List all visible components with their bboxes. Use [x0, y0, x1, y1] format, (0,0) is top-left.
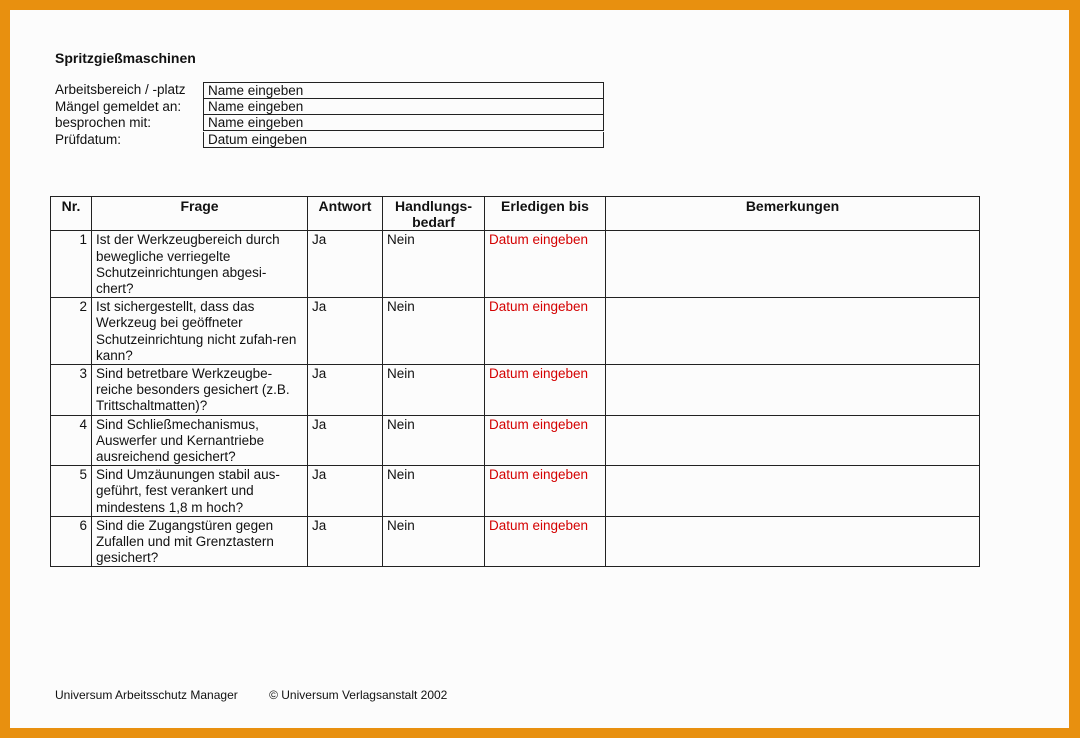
- bemerkungen-cell[interactable]: [606, 466, 980, 517]
- erledigen-bis-cell[interactable]: Datum eingeben: [485, 466, 606, 517]
- arbeitsbereich-field[interactable]: Name eingeben: [203, 82, 604, 99]
- erledigen-bis-cell[interactable]: Datum eingeben: [485, 516, 606, 567]
- table-header-row: [51, 197, 980, 231]
- meta-label: besprochen mit:: [55, 115, 152, 130]
- pruefdatum-field[interactable]: Datum eingeben: [203, 132, 604, 148]
- header-bemerkungen: Bemerkungen: [606, 197, 980, 231]
- header-nr: Nr.: [51, 197, 92, 231]
- row-frage: Sind die Zugangstüren gegen Zufallen und mit Grenztastern gesichert?: [92, 516, 308, 567]
- row-nr: 5: [51, 466, 92, 517]
- bemerkungen-cell[interactable]: [606, 365, 980, 416]
- meta-label: Prüfdatum:: [55, 131, 122, 147]
- antwort-cell[interactable]: Ja: [308, 415, 383, 466]
- footer-copyright: © Universum Verlagsanstalt 2002: [269, 688, 448, 702]
- table-row: [51, 231, 980, 298]
- row-nr: 4: [51, 415, 92, 466]
- footer-product: Universum Arbeitsschutz Manager: [55, 688, 238, 702]
- document-title: Spritzgießmaschinen: [55, 50, 196, 66]
- row-frage: Sind Umzäunungen stabil aus-geführt, fest verankert und mindestens 1,8 m hoch?: [92, 466, 308, 517]
- antwort-cell[interactable]: Ja: [308, 231, 383, 298]
- bemerkungen-cell[interactable]: [606, 298, 980, 365]
- table-row: [51, 466, 980, 517]
- handlungsbedarf-cell[interactable]: Nein: [383, 231, 485, 298]
- meta-fields: [55, 82, 604, 148]
- table-row: [51, 365, 980, 416]
- antwort-cell[interactable]: Ja: [308, 466, 383, 517]
- meta-label: Arbeitsbereich / -platz: [55, 82, 186, 97]
- meta-row-pruefdatum: [55, 132, 604, 149]
- checklist-table: [50, 196, 980, 567]
- maengel-gemeldet-field[interactable]: Name eingeben: [203, 99, 604, 115]
- header-frage: Frage: [92, 197, 308, 231]
- erledigen-bis-cell[interactable]: Datum eingeben: [485, 365, 606, 416]
- handlungsbedarf-cell[interactable]: Nein: [383, 415, 485, 466]
- erledigen-bis-cell[interactable]: Datum eingeben: [485, 298, 606, 365]
- meta-label: Mängel gemeldet an:: [55, 98, 182, 114]
- header-erledigen-bis: Erledigen bis: [485, 197, 606, 231]
- row-frage: Sind Schließmechanismus, Auswerfer und Kernantriebe ausreichend gesichert?: [92, 415, 308, 466]
- row-frage: Ist sichergestellt, dass das Werkzeug bei geöffneter Schutzeinrichtung nicht zufah-ren kann?: [92, 298, 308, 365]
- meta-row-maengel: [55, 99, 604, 116]
- bemerkungen-cell[interactable]: [606, 516, 980, 567]
- bemerkungen-cell[interactable]: [606, 415, 980, 466]
- table-row: [51, 298, 980, 365]
- erledigen-bis-cell[interactable]: Datum eingeben: [485, 415, 606, 466]
- row-nr: 6: [51, 516, 92, 567]
- row-nr: 3: [51, 365, 92, 416]
- handlungsbedarf-cell[interactable]: Nein: [383, 298, 485, 365]
- handlungsbedarf-cell[interactable]: Nein: [383, 516, 485, 567]
- row-frage: Ist der Werkzeugbereich durch bewegliche verriegelte Schutzeinrichtungen abgesi-chert?: [92, 231, 308, 298]
- header-handlungsbedarf: Handlungs- bedarf: [383, 197, 485, 231]
- document-page: [10, 10, 1069, 728]
- antwort-cell[interactable]: Ja: [308, 365, 383, 416]
- row-nr: 2: [51, 298, 92, 365]
- table-row: [51, 415, 980, 466]
- row-frage: Sind betretbare Werkzeugbe-reiche besonders gesichert (z.B. Trittschaltmatten)?: [92, 365, 308, 416]
- handlungsbedarf-cell[interactable]: Nein: [383, 365, 485, 416]
- handlungsbedarf-cell[interactable]: Nein: [383, 466, 485, 517]
- page-footer: [55, 688, 475, 702]
- row-nr: 1: [51, 231, 92, 298]
- table-row: [51, 516, 980, 567]
- meta-row-arbeitsbereich: [55, 82, 604, 99]
- besprochen-mit-field[interactable]: Name eingeben: [203, 115, 604, 131]
- antwort-cell[interactable]: Ja: [308, 298, 383, 365]
- header-antwort: Antwort: [308, 197, 383, 231]
- erledigen-bis-cell[interactable]: Datum eingeben: [485, 231, 606, 298]
- bemerkungen-cell[interactable]: [606, 231, 980, 298]
- meta-row-besprochen: [55, 115, 604, 132]
- antwort-cell[interactable]: Ja: [308, 516, 383, 567]
